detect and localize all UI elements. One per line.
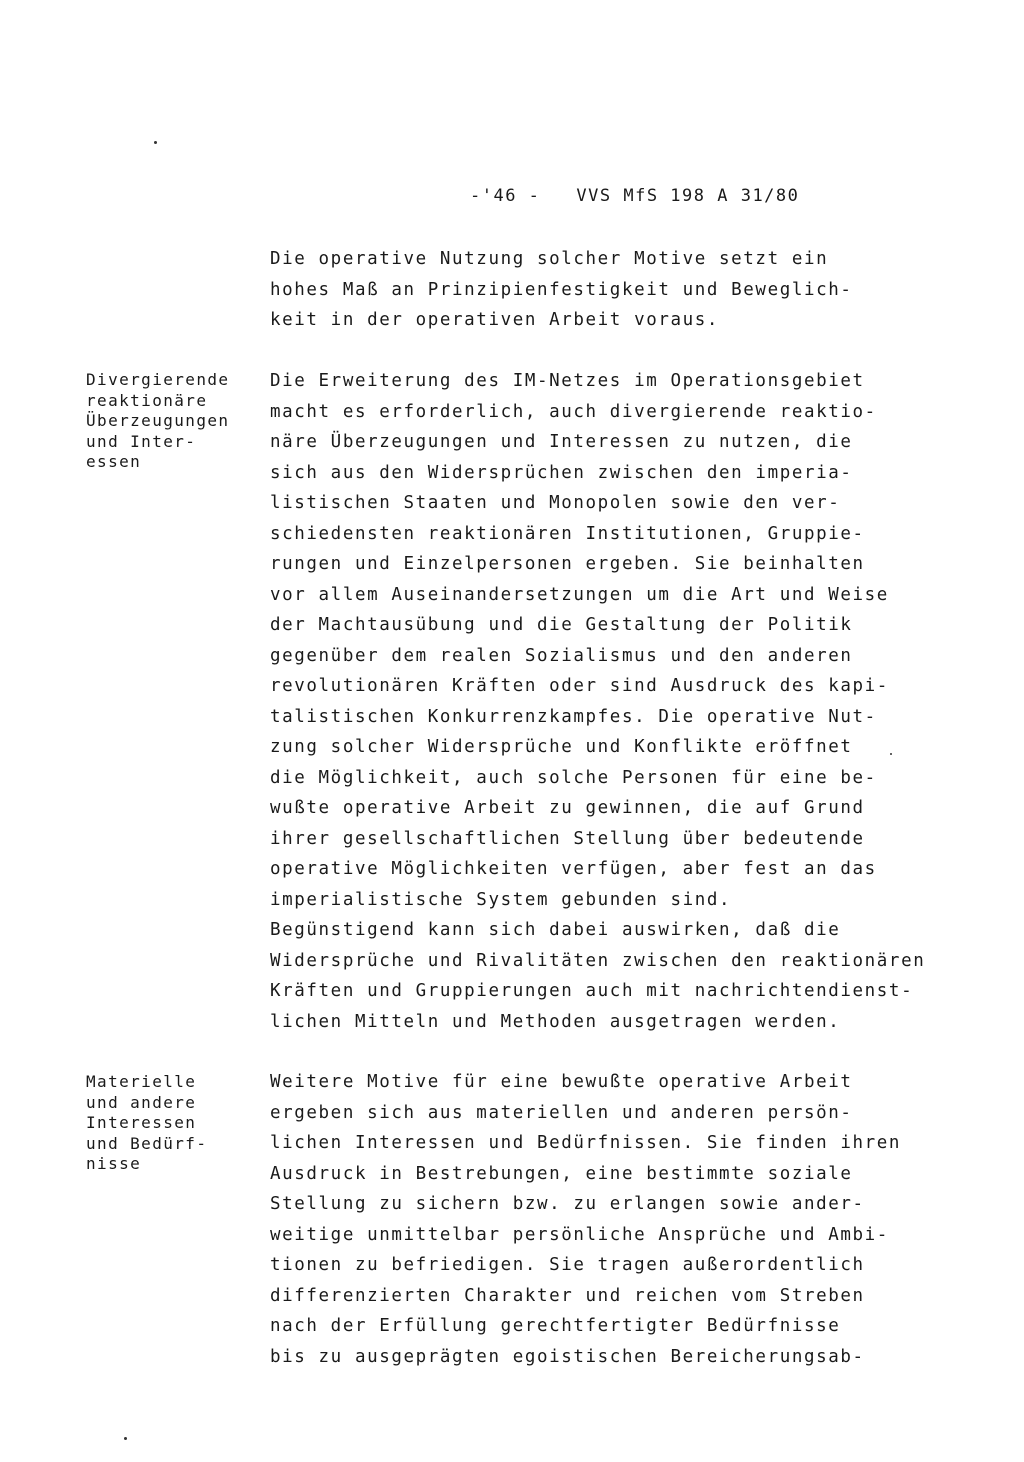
paragraph-line: imperialistische System gebunden sind. (270, 889, 732, 910)
page-header (470, 186, 870, 206)
paragraph-3 (270, 1067, 960, 1372)
paragraph-2 (270, 366, 960, 1037)
paragraph-line: differenzierten Charakter und reichen vom Streben (270, 1285, 865, 1306)
paragraph-line: gegenüber dem realen Sozialismus und den anderen (270, 645, 853, 666)
paragraph-line: Widersprüche und Rivalitäten zwischen den reaktionären (270, 950, 926, 971)
paragraph-line: lichen Mitteln und Methoden ausgetragen werden. (270, 1011, 841, 1032)
paragraph-line: die Möglichkeit, auch solche Personen für eine be- (270, 767, 877, 788)
paragraph-line: Weitere Motive für eine bewußte operative Arbeit (270, 1072, 853, 1092)
scan-speck (124, 1437, 127, 1440)
margin-note-divergierende (86, 370, 266, 473)
paragraph-line: lichen Interessen und Bedürfnissen. Sie finden ihren (270, 1133, 902, 1153)
paragraph-line: macht es erforderlich, auch divergierende reaktio- (270, 401, 877, 422)
paragraph-line: Begünstigend kann sich dabei auswirken, daß die (270, 920, 841, 940)
paragraph-line: talistischen Konkurrenzkampfes. Die operative Nut- (270, 706, 877, 727)
paragraph-line: sich aus den Widersprüchen zwischen den imperia- (270, 462, 853, 483)
paragraph-line: ergeben sich aus materiellen und anderen persön- (270, 1102, 853, 1123)
margin-note-line: und Bedürf- (86, 1133, 208, 1153)
page-number: -'46 - (470, 186, 541, 206)
paragraph-line: nach der Erfüllung gerechtfertigter Bedürfnisse (270, 1316, 841, 1336)
paragraph-line: Die operative Nutzung solcher Motive setzt ein (270, 249, 829, 269)
margin-note-line: Divergierende (86, 370, 230, 389)
paragraph-line: operative Möglichkeiten verfügen, aber fest an das (270, 859, 877, 879)
margin-note-materielle (86, 1072, 266, 1175)
paragraph-line: revolutionären Kräften oder sind Ausdruck des kapi- (270, 676, 889, 696)
paragraph-line: listischen Staaten und Monopolen sowie den ver- (270, 493, 841, 513)
paragraph-line: Die Erweiterung des IM-Netzes im Operationsgebiet (270, 371, 865, 391)
paragraph-line: rungen und Einzelpersonen ergeben. Sie beinhalten (270, 554, 865, 574)
paragraph-line: tionen zu befriedigen. Sie tragen außerordentlich (270, 1255, 865, 1275)
paragraph-line: keit in der operativen Arbeit voraus. (270, 310, 720, 330)
scan-speck (890, 753, 892, 755)
paragraph-line: ihrer gesellschaftlichen Stellung über bedeutende (270, 828, 865, 849)
paragraph-line: weitige unmittelbar persönliche Ansprüche und Ambi- (270, 1224, 889, 1245)
paragraph-line: hohes Maß an Prinzipienfestigkeit und Beweglich- (270, 279, 853, 300)
margin-note-line: und andere (86, 1092, 197, 1112)
paragraph-1 (270, 244, 960, 336)
paragraph-line: wußte operative Arbeit zu gewinnen, die auf Grund (270, 798, 865, 818)
margin-note-line: Interessen (86, 1113, 197, 1132)
margin-note-line: Überzeugungen (86, 411, 230, 430)
paragraph-line: zung solcher Widersprüche und Konflikte eröffnet (270, 737, 853, 757)
paragraph-line: bis zu ausgeprägten egoistischen Bereicherungsab- (270, 1346, 865, 1367)
paragraph-line: näre Überzeugungen und Interessen zu nutzen, die (270, 432, 853, 452)
document-reference: VVS MfS 198 A 31/80 (576, 186, 800, 206)
margin-note-line: nisse (86, 1154, 142, 1173)
paragraph-line: Kräften und Gruppierungen auch mit nachrichtendienst- (270, 981, 914, 1001)
paragraph-line: schiedensten reaktionären Institutionen, Gruppie- (270, 523, 865, 544)
margin-note-line: reaktionäre (86, 390, 208, 410)
paragraph-line: Stellung zu sichern bzw. zu erlangen sowie ander- (270, 1194, 865, 1214)
paragraph-line: Ausdruck in Bestrebungen, eine bestimmte soziale (270, 1163, 853, 1184)
paragraph-line: vor allem Auseinandersetzungen um die Art und Weise (270, 584, 889, 605)
paragraph-line: der Machtausübung und die Gestaltung der Politik (270, 615, 853, 635)
margin-note-line: Materielle (86, 1072, 197, 1091)
scan-speck (154, 141, 157, 144)
margin-note-line: essen (86, 452, 142, 471)
margin-note-line: und Inter- (86, 431, 197, 451)
